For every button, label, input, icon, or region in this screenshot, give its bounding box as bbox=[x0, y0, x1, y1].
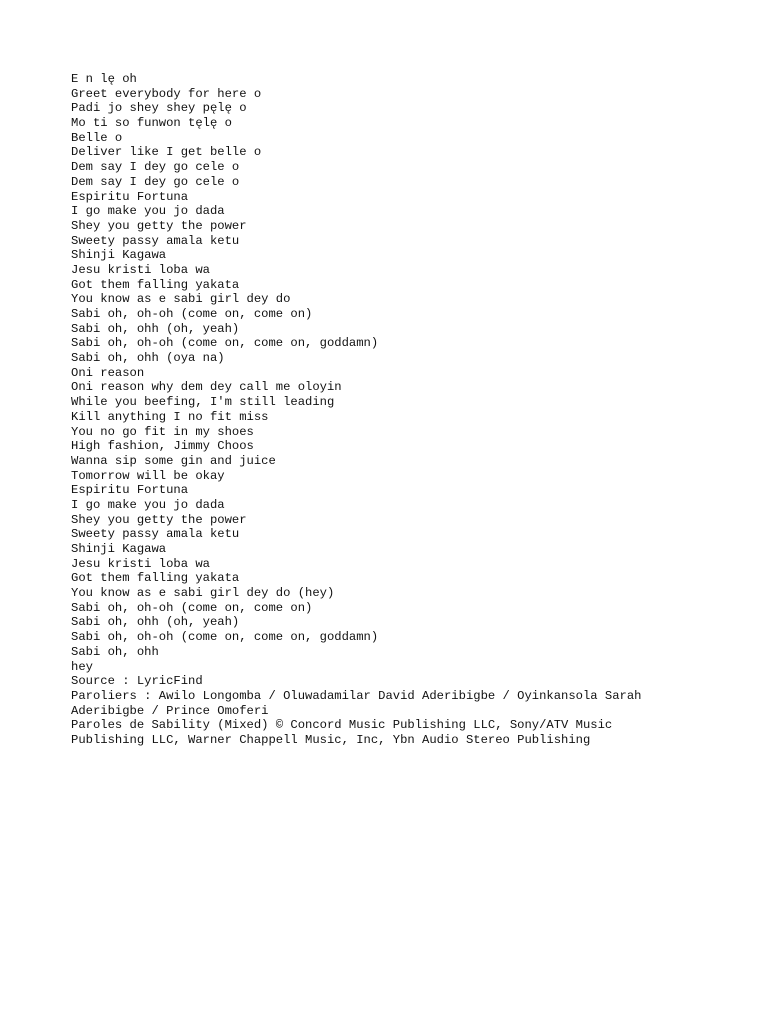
copyright-line-1: Paroles de Sability (Mixed) © Concord Music Publishing LLC, Sony/ATV Music bbox=[71, 718, 613, 733]
lyric-line: Espiritu Fortuna bbox=[71, 483, 189, 498]
source-line: Source : LyricFind bbox=[71, 674, 203, 689]
lyric-line: High fashion, Jimmy Choos bbox=[71, 439, 254, 454]
lyric-line: Wanna sip some gin and juice bbox=[71, 453, 276, 468]
lyric-line: Got them falling yakata bbox=[71, 277, 240, 292]
lyric-line: Jesu kristi loba wa bbox=[71, 262, 210, 277]
lyric-line: Sabi oh, oh-oh (come on, come on, goddamn) bbox=[71, 336, 379, 351]
lyric-line: Mo ti so funwon tęlę o bbox=[71, 116, 232, 131]
lyric-line: Got them falling yakata bbox=[71, 571, 240, 586]
lyric-line: You no go fit in my shoes bbox=[71, 424, 254, 439]
lyric-line: Sabi oh, ohh (oh, yeah) bbox=[71, 615, 240, 630]
lyric-line: Sabi oh, ohh (oh, yeah) bbox=[71, 321, 240, 336]
lyric-line: Jesu kristi loba wa bbox=[71, 556, 210, 571]
lyric-line: Sweety passy amala ketu bbox=[71, 233, 240, 248]
lyric-line: Padi jo shey shey pęlę o bbox=[71, 101, 247, 116]
lyric-line: Sabi oh, ohh bbox=[71, 644, 159, 659]
paroliers-line-2: Aderibigbe / Prince Omoferi bbox=[71, 703, 269, 718]
lyric-line: Sabi oh, oh-oh (come on, come on) bbox=[71, 600, 313, 615]
paroliers-line-1: Paroliers : Awilo Longomba / Oluwadamilar David Aderibigbe / Oyinkansola Sarah bbox=[71, 688, 642, 703]
lyric-line: Kill anything I no fit miss bbox=[71, 409, 269, 424]
lyric-line: Oni reason why dem dey call me oloyin bbox=[71, 380, 342, 395]
lyric-line: Sweety passy amala ketu bbox=[71, 527, 240, 542]
lyric-line: Sabi oh, ohh (oya na) bbox=[71, 351, 225, 366]
lyric-line: hey bbox=[71, 659, 93, 674]
lyric-line: Sabi oh, oh-oh (come on, come on, goddamn) bbox=[71, 630, 379, 645]
lyric-line: You know as e sabi girl dey do (hey) bbox=[71, 586, 335, 601]
lyric-line: I go make you jo dada bbox=[71, 497, 225, 512]
lyric-line: Deliver like I get belle o bbox=[71, 145, 262, 160]
lyric-line: E n lę oh bbox=[71, 72, 137, 86]
lyric-line: Greet everybody for here o bbox=[71, 86, 262, 101]
lyric-line: Tomorrow will be okay bbox=[71, 468, 225, 483]
lyric-line: Dem say I dey go cele o bbox=[71, 160, 240, 175]
lyric-line: Shey you getty the power bbox=[71, 512, 247, 527]
lyric-line: While you beefing, I'm still leading bbox=[71, 395, 335, 410]
lyric-line: Dem say I dey go cele o bbox=[71, 174, 240, 189]
copyright-line-2: Publishing LLC, Warner Chappell Music, Inc, Ybn Audio Stereo Publishing bbox=[71, 732, 591, 747]
lyrics-block bbox=[71, 72, 711, 674]
lyric-line: Shey you getty the power bbox=[71, 218, 247, 233]
lyric-line: Belle o bbox=[71, 130, 123, 145]
lyric-line: Shinji Kagawa bbox=[71, 542, 167, 556]
lyric-line: Shinji Kagawa bbox=[71, 248, 167, 263]
lyric-line: I go make you jo dada bbox=[71, 204, 225, 219]
lyric-line: Oni reason bbox=[71, 365, 145, 380]
lyric-line: Espiritu Fortuna bbox=[71, 189, 189, 204]
lyrics-document bbox=[71, 72, 711, 748]
lyric-line: You know as e sabi girl dey do bbox=[71, 292, 291, 307]
lyric-line: Sabi oh, oh-oh (come on, come on) bbox=[71, 307, 313, 321]
